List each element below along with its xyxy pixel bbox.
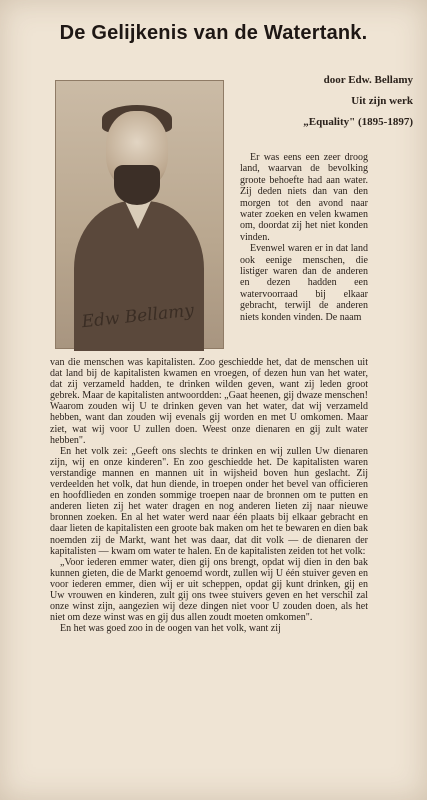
intro-column — [240, 152, 368, 323]
paragraph: En het volk zei: „Geeft ons slechts te drinken en wij zullen Uw dienaren zijn, wij en onze kinderen". En zoo geschiedde het. De kapitalisten waren verstandige mannen en mannen uit in wijsheid boven hun geslacht. Zij verdeelden het volk, dat hun diende, in troepen onder het bevel van officieren en hoofdlieden en zonden sommige troepen naar de bronnen om te putten en anderen lieten zij het water dragen en nog anderen lieten zij naar nieuwe bronnen zoeken. En al het water werd naar één plaats bij elkaar gebracht en daar lieten de kapitalisten een groote bak maken om het te bewaren en dien bak noemden zij de Markt, want het was daar, dat dit volk — de dienaren der kapitalisten — kwam om water te halen. En de kapitalisten zeiden tot het volk: — [50, 445, 368, 557]
paragraph: En het was goed zoo in de oogen van het volk, want zij — [60, 623, 281, 635]
main-text — [50, 357, 368, 634]
byline — [243, 70, 413, 133]
paragraph: van die menschen was kapitalisten. Zoo geschiedde het, dat de menschen uit dat land bij de kapitalisten kwamen en vroegen, of dezen hun van het water, dat zij verzameld hadden, te drinken wilden geven, want zij leden groot gebrek. Maar de kapitalisten antwoordden: „Gaat heenen, gij dwaze menschen! Waarom zouden wij U te drinken geven van het water, dat wij verzameld hebben, want dan zouden wij evenals gij worden en met U omkomen. Maar ziet, wat wij voor U zullen doen. Weest onze dienaren en gij zult water hebben". — [50, 357, 368, 446]
author-signature: Edw Bellamy — [80, 300, 195, 333]
page-title: De Gelijkenis van de Watertank. — [59, 22, 368, 44]
byline-source: Uit zijn werk — [351, 95, 413, 107]
byline-author: door Edw. Bellamy — [323, 74, 413, 86]
author-portrait — [55, 80, 224, 349]
paragraph: „Voor iederen emmer water, dien gij ons brengt, opdat wij dien in den bak kunnen gieten, die de Markt genoemd wordt, zullen wij U één stuiver geven en voor iederen emmer, dien wij er uit scheppen, opdat gij kunt drinken, gij en Uw vrouwen en kinderen, zult gij ons twee stuivers geven en het verschil zal onze winst zijn, aangezien wij deze dingen niet voor U zouden doen, als het niet om deze winst was en gij dus allen zoudt moeten omkomen". — [50, 556, 368, 624]
byline-work: „Equality" (1895-1897) — [303, 116, 413, 128]
portrait-beard — [114, 165, 160, 205]
second-paragraph: Evenwel waren er in dat land ook eenige menschen, die listiger waren dan de anderen en dezen hadden een watervoorraad bij elkaar gebracht, terwijl de anderen niets konden vinden. De naam — [240, 243, 368, 323]
intro-paragraph: Er was eens een zeer droog land, waarvan de bevolking groote behoefte had aan water. Zij deden niets dan van den morgen tot den avond naar water zoeken en velen kwamen om, doordat zij het niet konden vinden. — [240, 152, 368, 243]
